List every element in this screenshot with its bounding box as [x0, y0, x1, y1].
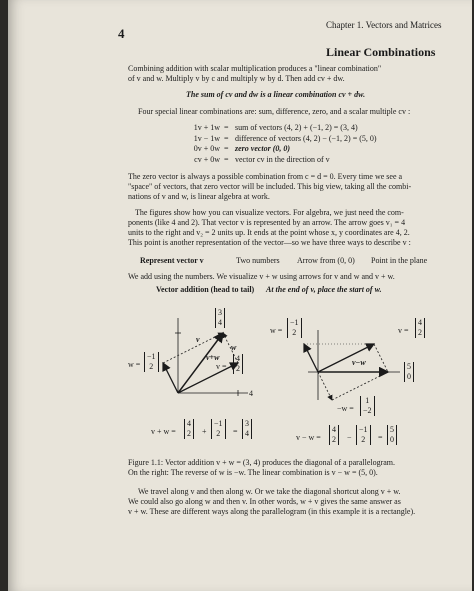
page-number: 4: [118, 26, 125, 41]
arrow-label-difference: v−w: [352, 358, 366, 367]
equals-sign: =: [233, 427, 238, 436]
right-eq-c: 5 0: [387, 425, 397, 445]
right-v-vector: 4 2: [415, 318, 425, 338]
paragraph-line: "space" of vectors, that zero vector will be included. This big view, taking all the combi-: [128, 182, 412, 191]
paragraph-line: We could also go along w and then v. In other words, w + v gives the same answer as: [128, 497, 401, 506]
paragraph-line: This point is another representation of the vector—so we have three ways to describe v :: [128, 238, 411, 247]
arrow-label-w: w: [231, 343, 237, 352]
vector-v-arrow: [178, 363, 238, 393]
neg-w-vector: 1 −2: [360, 396, 375, 416]
representation-4: Point in the plane: [371, 256, 428, 265]
equals-sign: =: [378, 433, 383, 442]
book-page: [8, 0, 472, 591]
paragraph-line: The figures show how you can visualize vectors. For algebra, we just need the com-: [135, 208, 404, 217]
paragraph-line: The zero vector is always a possible combination from c = d = 0. Every time we see a: [128, 172, 403, 181]
right-w-vector: −1 2: [287, 318, 302, 338]
vector-addition-rule: At the end of v, place the start of w.: [266, 285, 382, 294]
right-w-label: w =: [270, 326, 283, 335]
paragraph-line: v + w. These are different ways along the parallelogram (in this example it is a rectangle).: [128, 507, 416, 516]
paragraph-line: We add using the numbers. We visualize v + w using arrows for v and w and v + w.: [128, 272, 395, 281]
paragraph-line: Four special linear combinations are: sum, difference, zero, and a scalar multiple cv :: [138, 107, 411, 116]
definition-line: The sum of cv and dw is a linear combination cv + dw.: [186, 90, 366, 99]
vector-addition-label: Vector addition (head to tail): [156, 285, 255, 294]
minus-sign: −: [347, 433, 352, 442]
arrow-label-sum: v+w: [206, 353, 220, 362]
neg-w-label: −w =: [337, 404, 354, 413]
paragraph-line: We travel along v and then along w. Or we take the diagonal shortcut along v + w.: [138, 487, 401, 496]
right-equation-lhs: v − w =: [296, 433, 321, 442]
figure-caption-line: On the right: The reverse of w is −w. The linear combination is v − w = (5, 0).: [128, 468, 378, 477]
left-w-label: w =: [128, 360, 141, 369]
representation-2: Two numbers: [236, 256, 280, 265]
left-eq-a: 4 2: [184, 419, 194, 439]
equation-eq: = = = =: [224, 123, 229, 164]
left-eq-b: −1 2: [211, 419, 226, 439]
vector-w-arrow: [163, 363, 178, 393]
right-vector-w-arrow: [304, 344, 318, 372]
right-eq-a: 4 2: [329, 425, 339, 445]
paragraph-line: nations of v and w, is linear algebra at work.: [128, 192, 270, 201]
left-equation-lhs: v + w =: [151, 427, 176, 436]
right-v-label: v =: [398, 326, 409, 335]
representation-3: Arrow from (0, 0): [297, 256, 355, 265]
paragraph-line: Combining addition with scalar multiplication produces a "linear combination": [128, 64, 382, 73]
representation-1: Represent vector v: [140, 256, 204, 265]
left-w-vector: −1 2: [144, 352, 159, 372]
right-eq-b: −1 2: [356, 425, 371, 445]
equation-lhs: 1v + 1w 1v − 1w 0v + 0w cv + 0w: [193, 123, 220, 164]
arrow-label-v: v: [196, 335, 200, 344]
figure-caption-line: Figure 1.1: Vector addition v + w = (3, 4) produces the diagonal of a parallelogram.: [128, 458, 396, 467]
axis-tick-4: 4: [249, 389, 253, 398]
paragraph-line: ponents (like 4 and 2). That vector v is represented by an arrow. The arrow goes v₁ = 4: [128, 218, 406, 227]
left-v-vector: 4 2: [233, 354, 243, 374]
paragraph-line: of v and w. Multiply v by c and multiply w by d. Then add cv + dw.: [128, 74, 345, 83]
section-title: Linear Combinations: [326, 45, 436, 59]
paragraph-line: units to the right and v₂ = 2 units up. It ends at the point whose x, y coordinates are 4, 2.: [128, 228, 410, 237]
left-sum-vector: 3 4: [215, 308, 225, 328]
left-v-label: v =: [216, 362, 227, 371]
left-eq-c: 3 4: [242, 419, 252, 439]
right-diff-vector: 5 0: [404, 362, 414, 382]
plus-sign: +: [202, 427, 207, 436]
running-header: Chapter 1. Vectors and Matrices: [326, 20, 442, 30]
equation-rhs: sum of vectors (4, 2) + (−1, 2) = (3, 4) difference of vectors (4, 2) − (−1, 2) = (5, 0) zero vector (0, 0) vector cv in the direction of v: [235, 123, 377, 164]
neg-w-dashed: [318, 372, 332, 400]
